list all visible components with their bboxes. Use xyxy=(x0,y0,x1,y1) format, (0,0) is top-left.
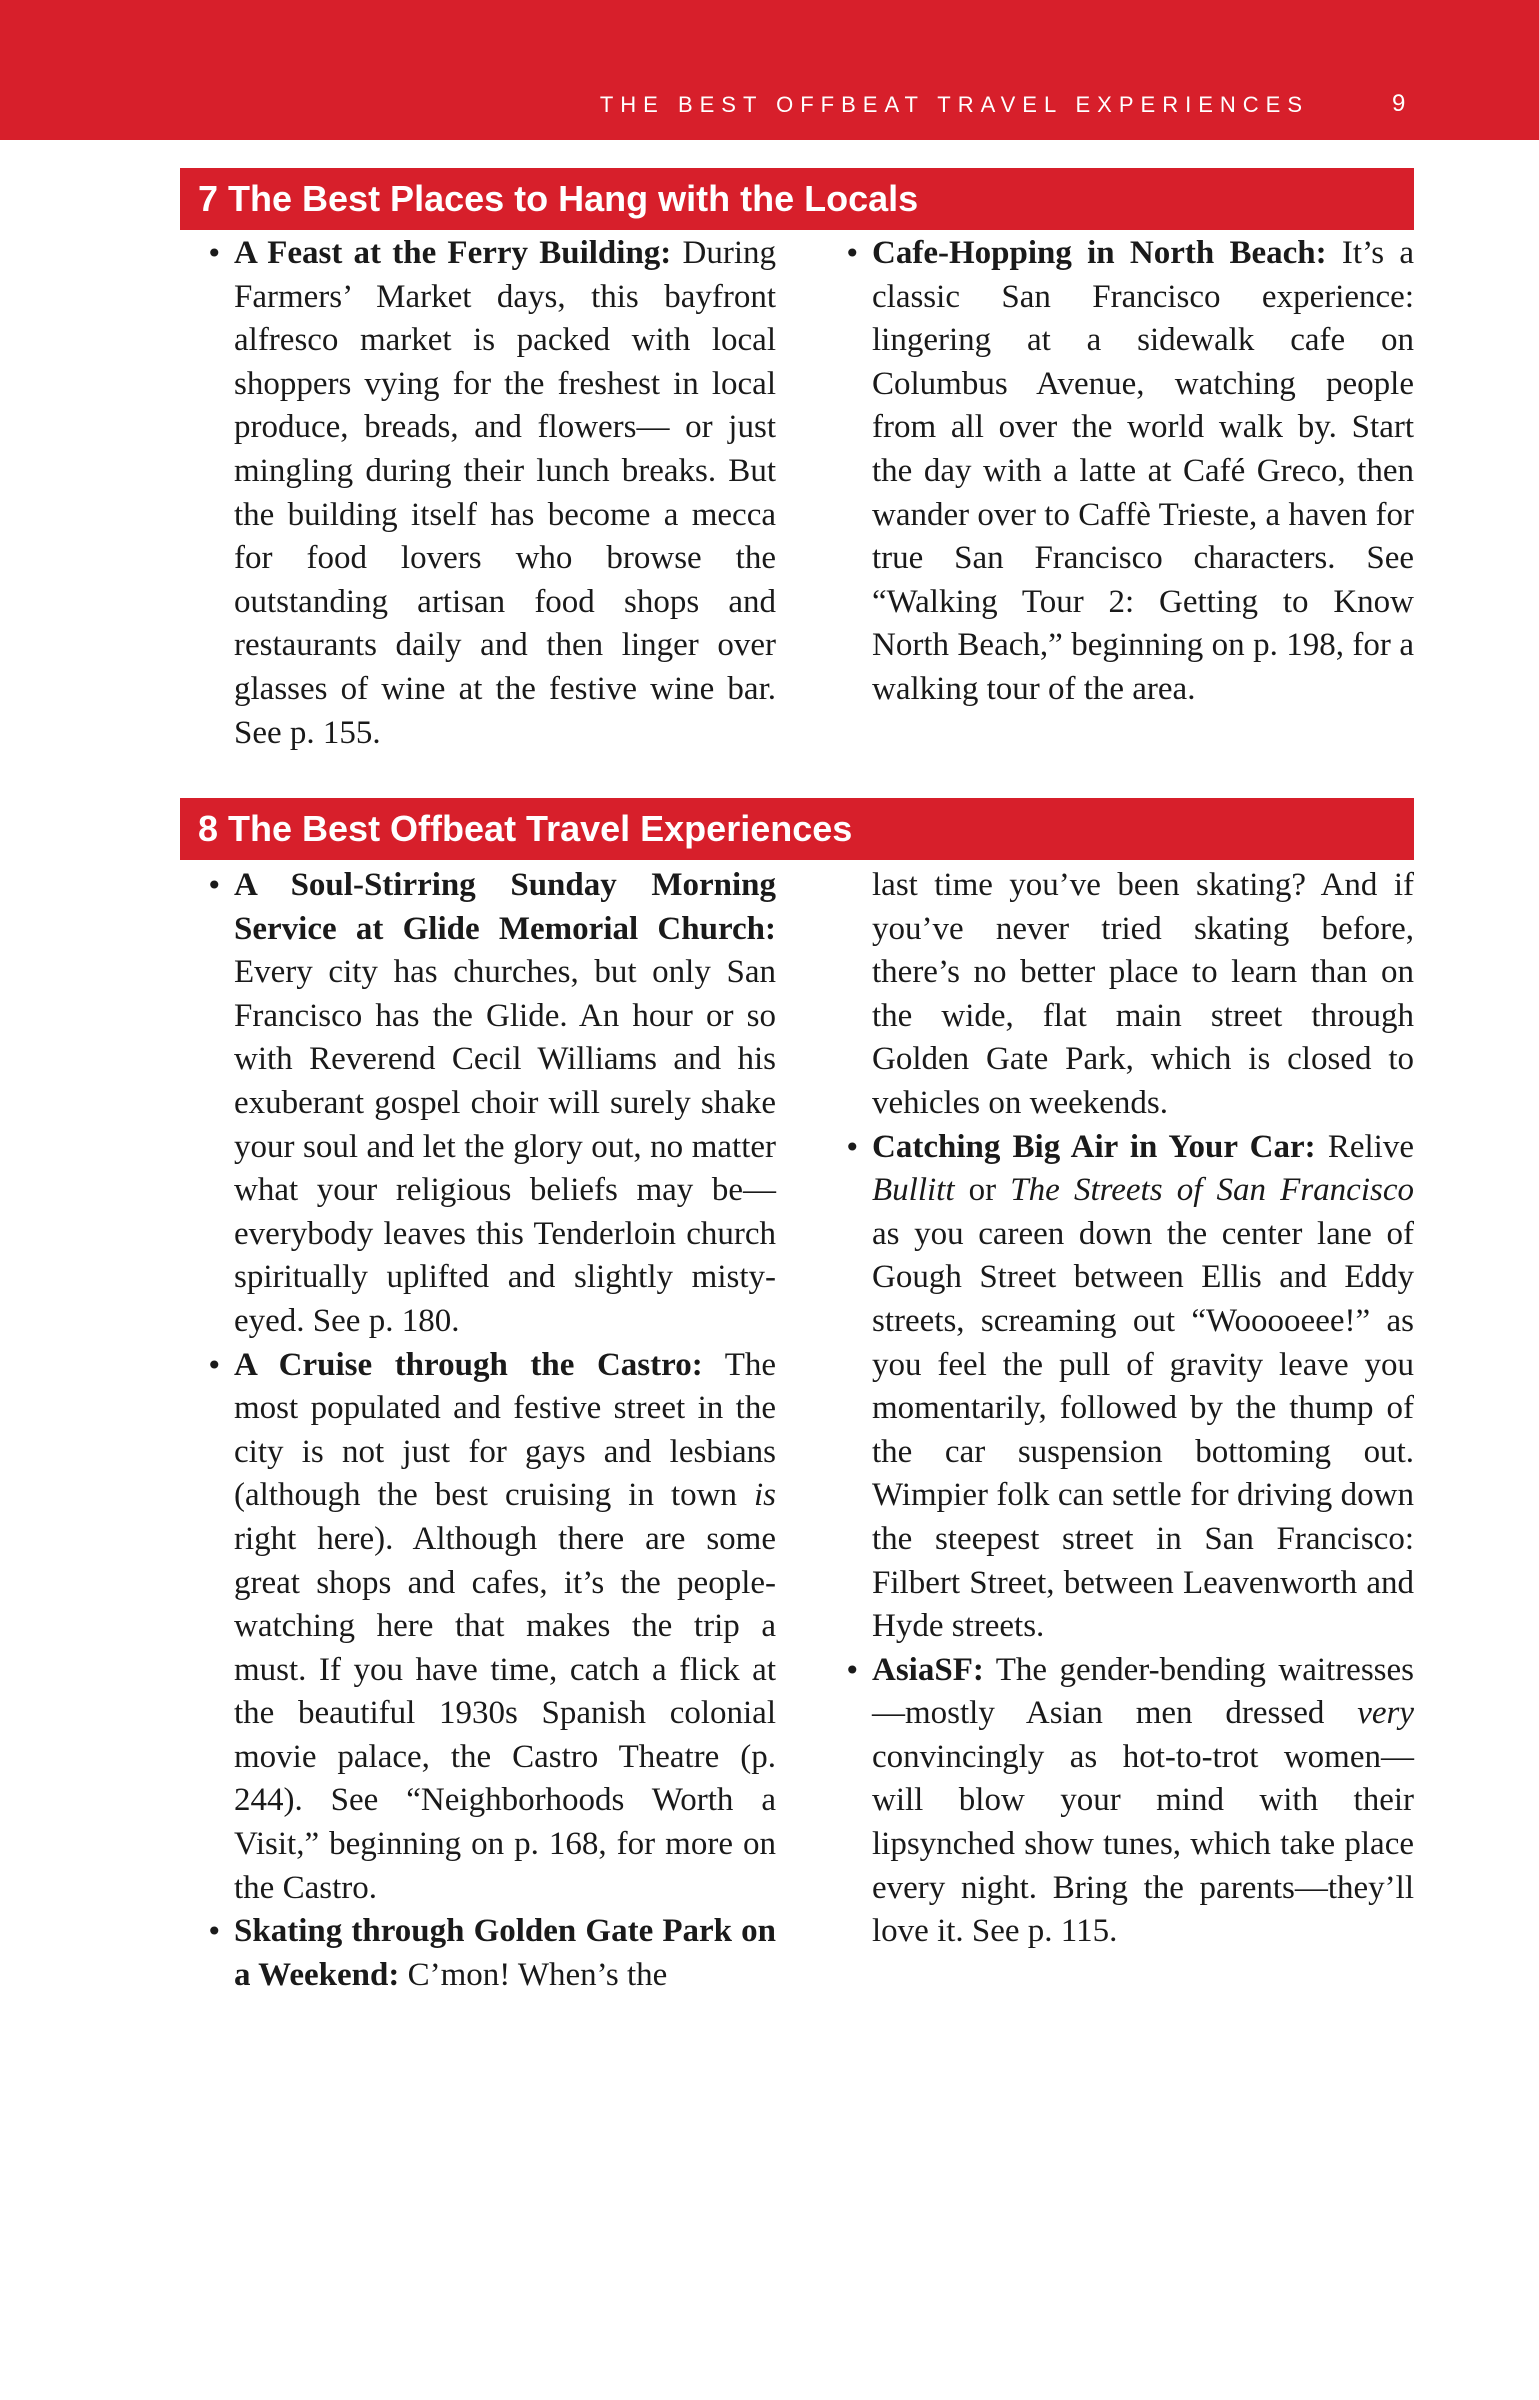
item-lead: Cafe-Hopping in North Beach: xyxy=(872,235,1327,271)
list-item-glide-church xyxy=(234,864,776,1344)
item-text: It’s a classic San Francisco experience: lingering at a sidewalk cafe on Columbus Avenue, watching people from all over the world walk by. Start the day with a latte at Café Greco, then wander over to Caffè Trieste, a haven for true San Francisco characters. See “Walking Tour 2: Getting to Know North Beach,” beginning on p. 198, for a walking tour of the area. xyxy=(872,235,1414,707)
item-text: or xyxy=(954,1172,1011,1209)
item-lead: Skating through Golden Gate Park on a Weekend: xyxy=(234,1913,776,1993)
item-text: Relive xyxy=(1315,1128,1414,1165)
item-emphasis: Bullitt xyxy=(872,1172,955,1209)
item-lead: A Feast at the Ferry Building: xyxy=(234,235,672,271)
list-item-castro xyxy=(234,1344,776,1911)
section-7-right-column xyxy=(872,232,1414,712)
list-item-asiasf xyxy=(872,1649,1414,1954)
item-emphasis: very xyxy=(1357,1695,1414,1732)
item-lead: Catching Big Air in Your Car: xyxy=(872,1128,1316,1165)
item-emphasis: The Streets of San Francisco xyxy=(1010,1172,1414,1209)
header-band xyxy=(0,0,1539,140)
item-lead: A Soul-Stirring Sunday Morning Service at Glide Memorial Church: xyxy=(234,867,776,947)
item-text: The gender-bending waitresses—mostly Asian men dressed xyxy=(872,1651,1414,1732)
item-lead: A Cruise through the Castro: xyxy=(234,1346,703,1383)
list-item-skating-continued xyxy=(872,864,1414,1126)
page-number: 9 xyxy=(1392,90,1406,117)
item-text: right here). Although there are some great shops and cafes, it’s the people-watching here that makes the trip a must. If you have time, catch a flick at the beautiful 1930s Spanish colonial movie palace, the Castro Theatre (p. 244). See “Neighborhoods Worth a Visit,” beginning on p. 168, for more on the Castro. xyxy=(234,1520,776,1906)
item-emphasis: is xyxy=(753,1477,776,1514)
item-text: convincingly as hot-to-trot women— will blow your mind with their lipsynched show tunes, which take place every night. Bring the parents—they’ll love it. See p. 115. xyxy=(872,1738,1414,1950)
item-text: as you careen down the center lane of Gough Street between Ellis and Eddy streets, screaming out “Wooooeee!” as you feel the pull of gravity leave you momentarily, followed by the thump of the car suspension bottoming out. Wimpier folk can settle for driving down the steepest street in San Francisco: Filbert Street, between Leavenworth and Hyde streets. xyxy=(872,1215,1414,1645)
item-text: last time you’ve been skating? And if you’ve never tried skating before, there’s no better place to learn than on the wide, flat main street through Golden Gate Park, which is closed to vehicles on weekends. xyxy=(872,867,1414,1121)
list-item-ferry-building xyxy=(234,232,776,755)
list-item-north-beach xyxy=(872,232,1414,712)
item-text: During Farmers’ Market days, this bayfront alfresco market is packed with local shoppers vying for the freshest in local produce, breads, and flowers— or just mingling during their lunch breaks. But the building itself has become a mecca for food lovers who browse the outstanding artisan food shops and restaurants daily and then linger over glasses of wine at the festive wine bar. See p. 155. xyxy=(234,235,776,751)
item-text: Every city has churches, but only San Francisco has the Glide. An hour or so with Reverend Cecil Williams and his exuberant gospel choir will surely shake your soul and let the glory out, no matter what your religious beliefs may be—everybody leaves this Tenderloin church spiritually uplifted and slightly misty-eyed. See p. 180. xyxy=(234,954,776,1339)
section-7-heading: 7 The Best Places to Hang with the Locals xyxy=(180,168,1414,230)
section-8-left-column xyxy=(234,864,776,1997)
list-item-skating xyxy=(234,1910,776,1997)
list-item-big-air xyxy=(872,1126,1414,1649)
item-text: C’mon! When’s the xyxy=(399,1956,668,1993)
section-8-heading: 8 The Best Offbeat Travel Experiences xyxy=(180,798,1414,860)
running-head: THE BEST OFFBEAT TRAVEL EXPERIENCES xyxy=(599,92,1309,117)
section-8-right-column xyxy=(872,864,1414,1954)
item-lead: AsiaSF: xyxy=(872,1651,984,1688)
section-7-left-column xyxy=(234,232,776,755)
item-text: The most populated and festive street in the city is not just for gays and lesbians (although the best cruising in town xyxy=(234,1346,776,1514)
